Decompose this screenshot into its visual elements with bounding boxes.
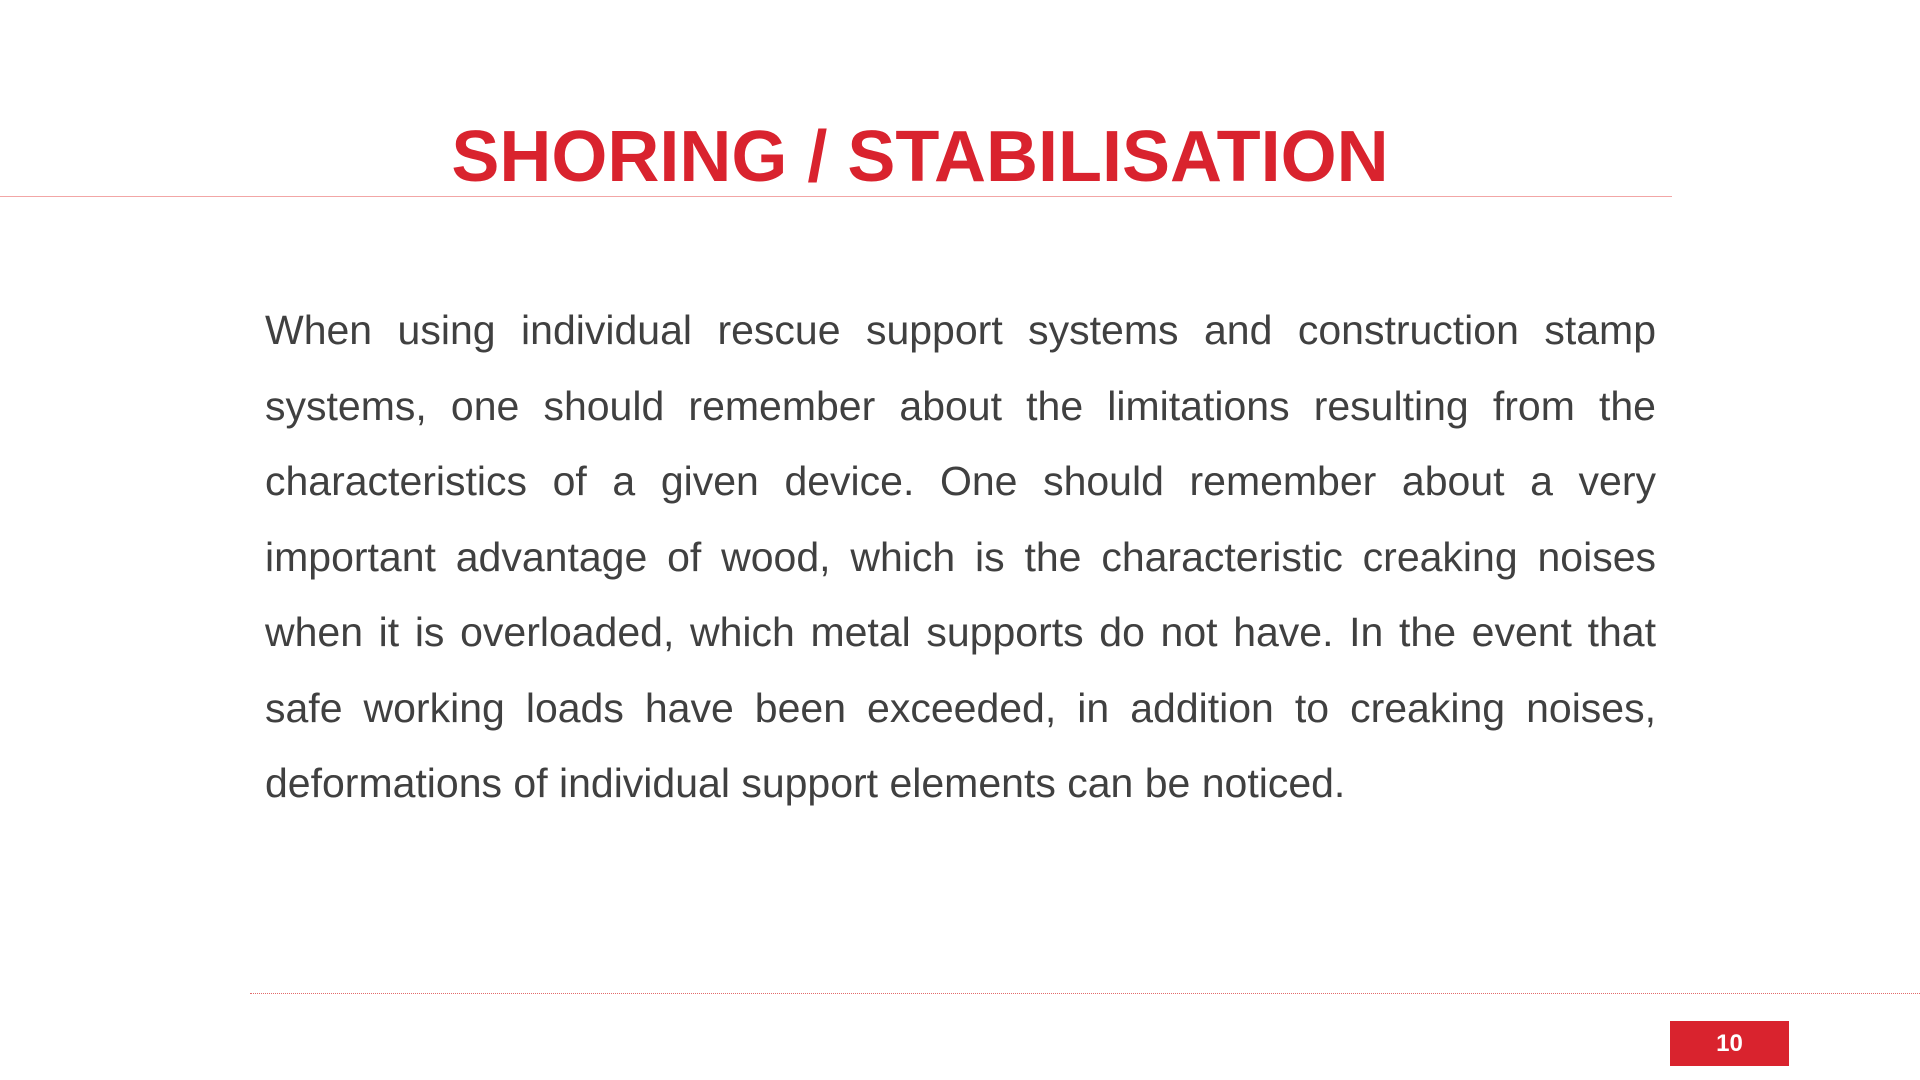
footer-divider [250,993,1920,994]
slide-title: SHORING / STABILISATION [451,117,1389,197]
page-number-badge: 10 [1670,1021,1789,1066]
body-paragraph: When using individual rescue support systems and construction stamp systems, one should remember about the limitations resulting from the characteristics of a given device. One should remember about a very important advantage of wood, which is the characteristic creaking noises when it is overloaded, which metal supports do not have. In the event that safe working loads have been exceeded, in addition to creaking noises, deformations of individual support elements can be noticed. [265,307,1656,806]
title-divider [0,196,1672,197]
